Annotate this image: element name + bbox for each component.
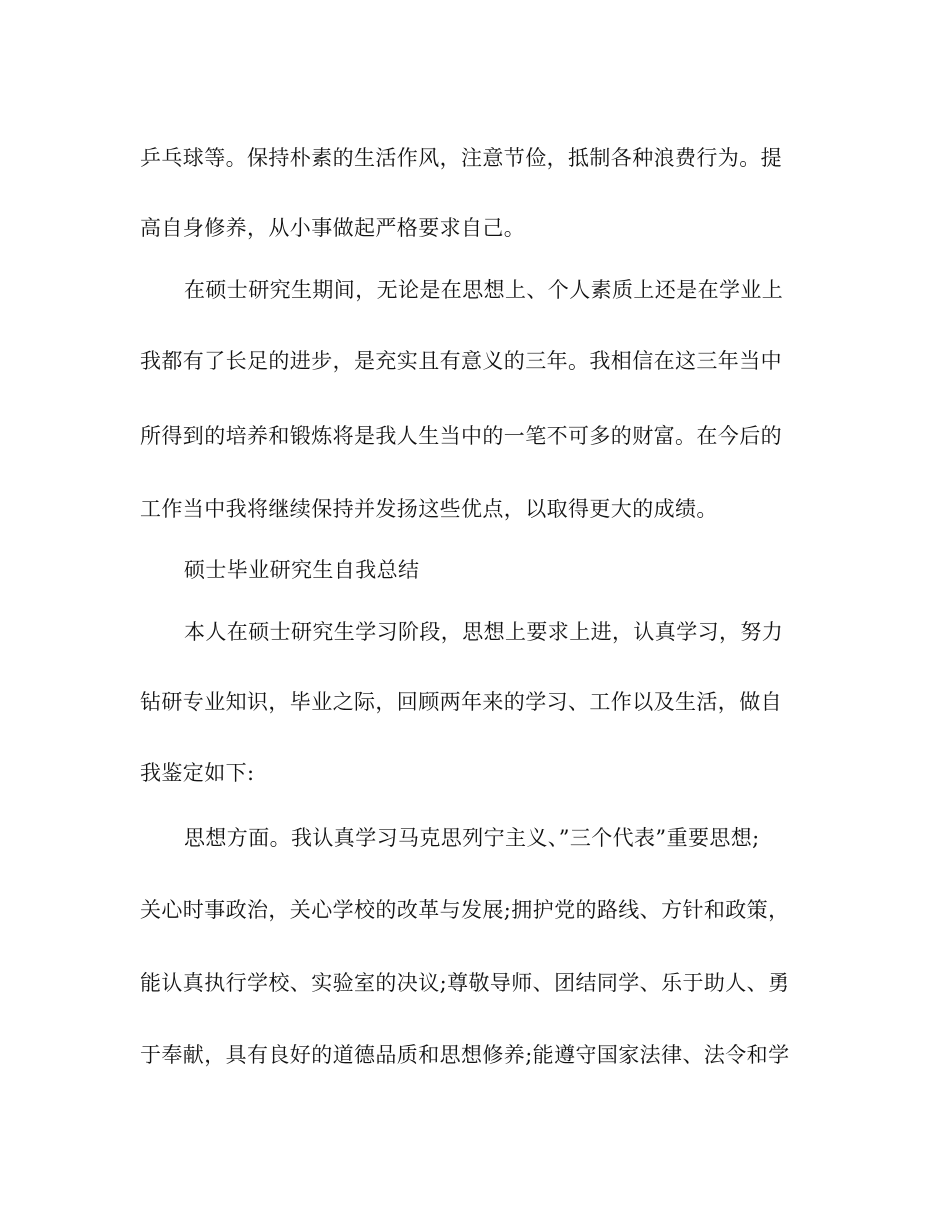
text-line-5: 所得到的培养和锻炼将是我人生当中的一笔不可多的财富。在今后的 [140, 424, 782, 448]
text-line-1: 乒乓球等。保持朴素的生活作风，注意节俭，抵制各种浪费行为。提 [140, 146, 782, 170]
paragraph-start-line: 本人在硕士研究生学习阶段，思想上要求上进，认真学习，努力 [184, 620, 784, 644]
text-line-10: 我鉴定如下: [140, 761, 255, 785]
paragraph-start-line: 在硕士研究生期间，无论是在思想上、个人素质上还是在学业上 [184, 278, 784, 302]
text-line-9: 钻研专业知识，毕业之际，回顾两年来的学习、工作以及生活，做自 [140, 690, 782, 714]
text-line-2: 高自身修养，从小事做起严格要求自己。 [140, 216, 526, 240]
text-line-13: 能认真执行学校、实验室的决议;尊敬导师、团结同学、乐于助人、勇 [140, 971, 790, 995]
text-line-4: 我都有了长足的进步，是充实且有意义的三年。我相信在这三年当中 [140, 349, 782, 373]
text-line-14: 于奉献，具有良好的道德品质和思想修养;能遵守国家法律、法令和学 [140, 1043, 790, 1067]
text-line-12: 关心时事政治，关心学校的改革与发展;拥护党的路线、方针和政策， [140, 898, 790, 922]
paragraph-start-line: 思想方面。我认真学习马克思列宁主义、”三个代表”重要思想; [184, 826, 760, 850]
text-line-6: 工作当中我将继续保持并发扬这些优点，以取得更大的成绩。 [140, 497, 718, 521]
section-heading: 硕士毕业研究生自我总结 [184, 558, 420, 582]
